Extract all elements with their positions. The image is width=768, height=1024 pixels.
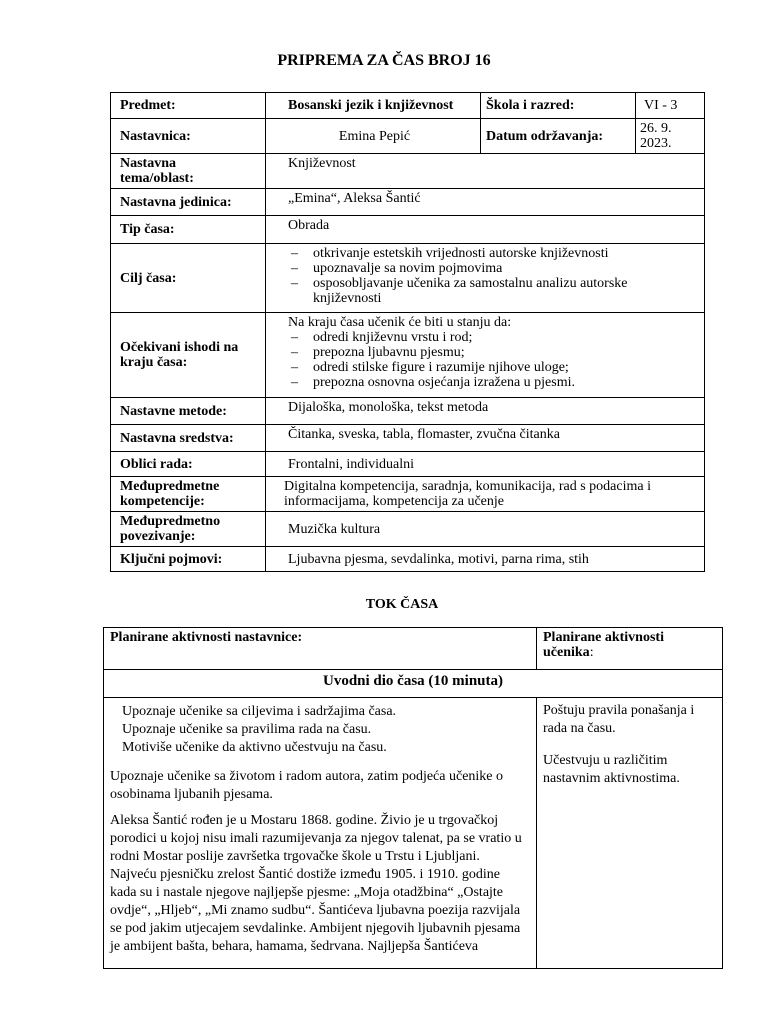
cilj-item: – upoznavalje sa novim pojmovima — [288, 261, 698, 276]
cilj-cell — [266, 244, 705, 313]
pojmovi-value: Ljubavna pjesma, sevdalinka, motivi, parna rima, stih — [266, 547, 705, 572]
tema-label: Nastavna tema/oblast: — [111, 154, 266, 189]
page-title: PRIPREMA ZA ČAS BROJ 16 — [277, 52, 491, 69]
teacher-activity: Motiviše učenike da aktivno učestvuju na času. — [122, 740, 387, 755]
pojmovi-label: Ključni pojmovi: — [111, 547, 266, 572]
povezivanje-value: Muzička kultura — [266, 512, 705, 547]
lesson-info-table — [110, 92, 705, 572]
jedinica-value: „Emina“, Aleksa Šantić — [266, 189, 705, 216]
student-activity: Poštuju pravila ponašanja i rada na času. — [543, 703, 695, 736]
teacher-activity-list — [110, 703, 528, 757]
povezivanje-label: Međupredmetno povezivanje: — [111, 512, 266, 547]
author-intro-paragraph: Upoznaje učenike sa životom i radom autora, zatim podjeća učenike o osobinama ljubanih pjesama. — [110, 769, 504, 802]
sredstva-label: Nastavna sredstva: — [111, 425, 266, 452]
teacher-activities-cell — [104, 698, 537, 969]
predmet-value: Bosanski jezik i književnost — [266, 93, 481, 119]
datum-label: Datum održavanja: — [481, 119, 636, 154]
student-activities-cell — [537, 698, 723, 969]
kompetencije-label: Međupredmetne kompetencije: — [111, 477, 266, 512]
tip-value: Obrada — [266, 216, 705, 244]
ishodi-item: – odredi stilske figure i razumije njihove uloge; — [288, 360, 698, 375]
student-header-text: Planirane aktivnosti učenika — [543, 630, 664, 660]
metode-label: Nastavne metode: — [111, 398, 266, 425]
ishodi-item: – odredi književnu vrstu i rod; — [288, 330, 698, 345]
nastavnica-label: Nastavnica: — [111, 119, 266, 154]
ishodi-item: – prepozna ljubavnu pjesmu; — [288, 345, 698, 360]
student-activities-header — [537, 628, 723, 670]
ishodi-item: – prepozna osnovna osjećanja izražena u pjesmi. — [288, 375, 698, 390]
datum-value: 26. 9. 2023. — [636, 119, 705, 154]
lesson-flow-table — [103, 627, 723, 969]
tip-label: Tip časa: — [111, 216, 266, 244]
ishodi-label: Očekivani ishodi na kraju časa: — [111, 313, 266, 398]
nastavnica-value: Emina Pepić — [266, 119, 481, 154]
student-header-colon: : — [589, 645, 594, 660]
sredstva-value: Čitanka, sveska, tabla, flomaster, zvučna čitanka — [266, 425, 705, 452]
metode-value: Dijaloška, monološka, tekst metoda — [266, 398, 705, 425]
ishodi-cell — [266, 313, 705, 398]
oblici-label: Oblici rada: — [111, 452, 266, 477]
tema-value: Književnost — [266, 154, 705, 189]
cilj-list — [288, 246, 698, 306]
cilj-label: Cilj časa: — [111, 244, 266, 313]
kompetencije-value: Digitalna kompetencija, saradnja, komunikacija, rad s podacima i informacijama, kompetencija za učenje — [266, 477, 705, 512]
skola-label: Škola i razred: — [481, 93, 636, 119]
section-title: Uvodni dio časa (10 minuta) — [104, 670, 723, 698]
ishodi-intro: Na kraju časa učenik će biti u stanju da: — [288, 315, 512, 330]
ishodi-list — [288, 330, 698, 390]
author-bio-paragraph: Aleksa Šantić rođen je u Mostaru 1868. godine. Živio je u trgovačkoj porodici u kojoj nisu imali razumijevanja za njegov talenat, pa se vratio u rodni Mostar poslije završetka trgovačke škole u Trstu i Ljubljani. Najveću pjesničku zrelost Šantić dostiže između 1905. i 1910. godine kada su i nastale njegove najljepše pjesme: „Moja otadžbina“ „Ostajte ovdje“, „Hljeb“, „Mi znamo sudbu“. Šantićeva ljubavna poezija razvijala se pod jakim utjecajem sevdalinke. Ambijent njegovih ljubavnih pjesama je ambijent bašta, behara, hamama, šedrvana. Najljepša Šantićeva — [110, 813, 522, 954]
predmet-label: Predmet: — [111, 93, 266, 119]
cilj-item: – otkrivanje estetskih vrijednosti autorske književnosti — [288, 246, 698, 261]
teacher-activities-header: Planirane aktivnosti nastavnice: — [104, 628, 537, 670]
skola-value: VI - 3 — [636, 93, 705, 119]
teacher-activity: Upoznaje učenike sa pravilima rada na času. — [122, 722, 372, 737]
tok-casa-heading: TOK ČASA — [365, 597, 439, 612]
jedinica-label: Nastavna jedinica: — [111, 189, 266, 216]
teacher-activity: Upoznaje učenike sa ciljevima i sadržajima časa. — [122, 704, 397, 719]
oblici-value: Frontalni, individualni — [266, 452, 705, 477]
cilj-item: – osposobljavanje učenika za samostalnu analizu autorske književnosti — [288, 276, 698, 306]
student-activity: Učestvuju u različitim nastavnim aktivnostima. — [543, 753, 680, 786]
